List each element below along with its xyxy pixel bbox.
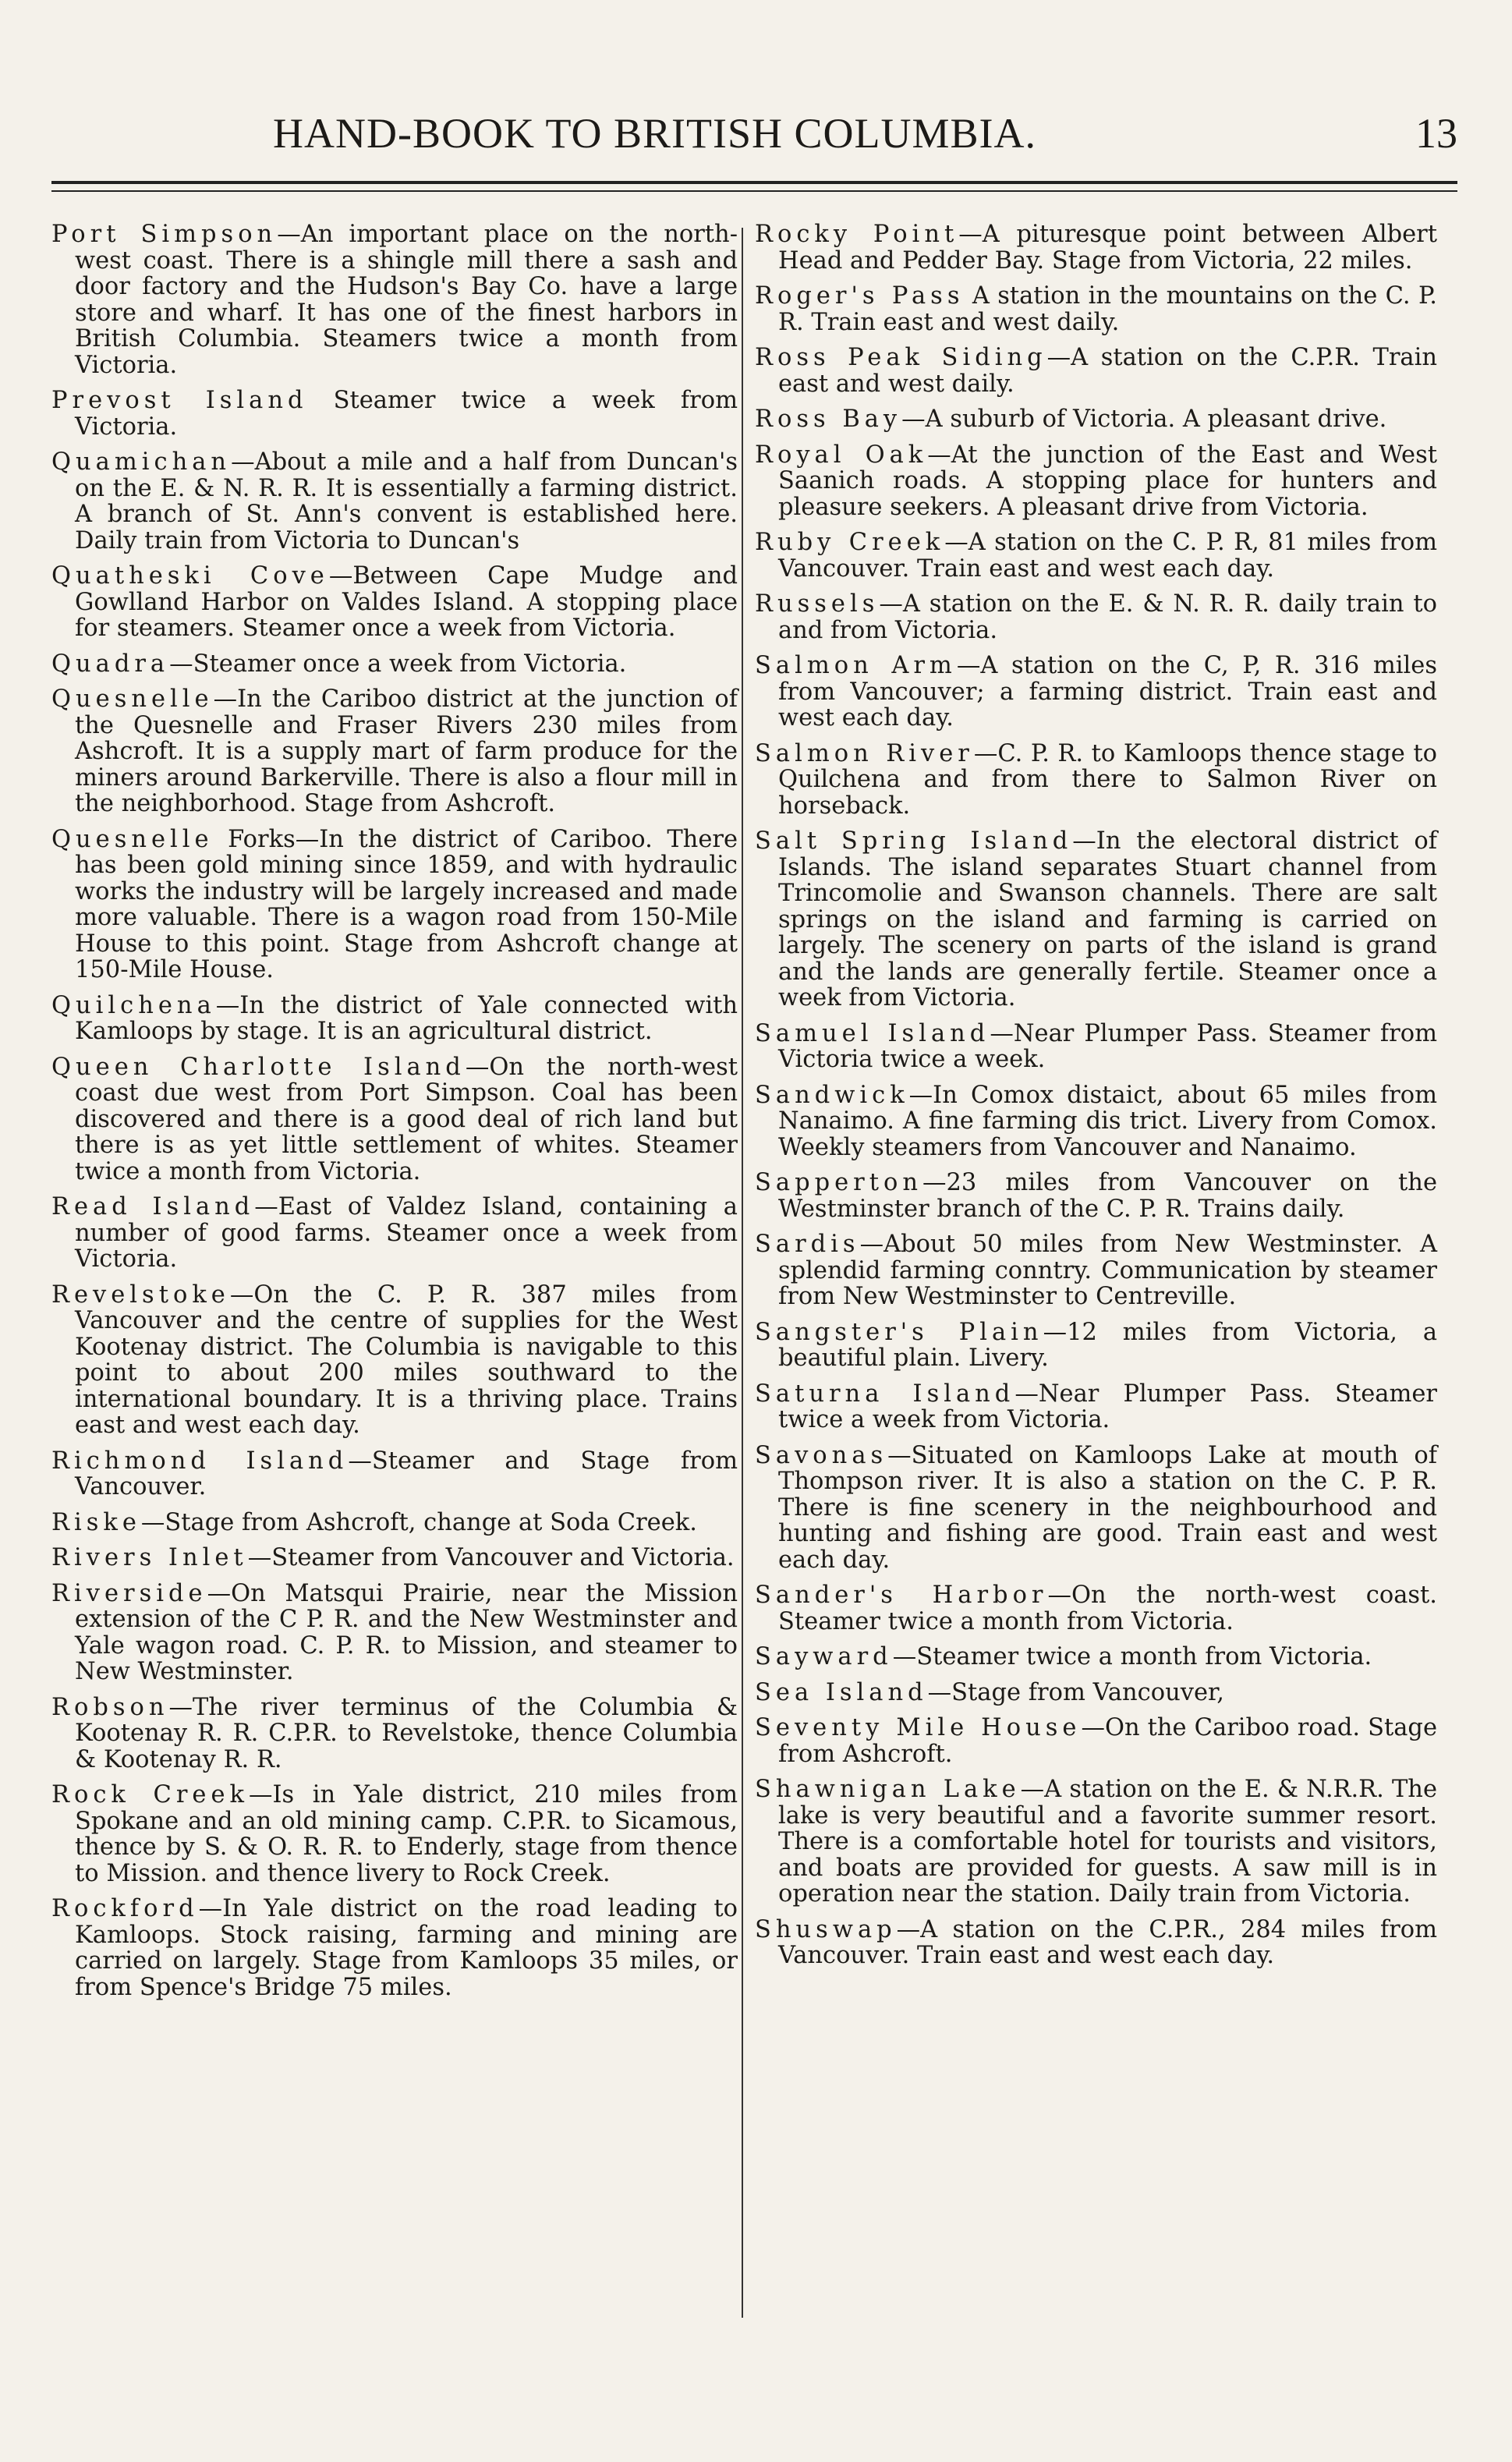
gazetteer-entry: [51, 1510, 738, 1536]
gazetteer-entry: [51, 563, 738, 642]
gazetteer-entry: [755, 1170, 1437, 1222]
entry-text: Forks—In the district of Cariboo. There has been gold mining since 1859, and with hydraulic works the industry will be largely increased and made more valuable. There is a wagon road from 150-Mile House to this point. Stage from Ashcroft change at 150-Mile House.: [75, 825, 738, 983]
gazetteer-entry: [755, 828, 1437, 1011]
entry-name: Rockford: [51, 1895, 199, 1922]
gazetteer-entry: [51, 1695, 738, 1773]
entry-name: Sangster's Plain: [755, 1318, 1043, 1346]
entry-text: —Steamer once a week from Victoria.: [169, 650, 627, 678]
entry-name: Robson: [51, 1693, 169, 1721]
entry-name: Samuel Island: [755, 1019, 990, 1047]
gazetteer-entry: [51, 1282, 738, 1439]
entry-text: —On Matsqui Prairie, near the Mission extension of the C P. R. and the New Westminster and Yale wagon road. C. P. R. to Mission, and steamer to New Westminster.: [75, 1579, 738, 1685]
gazetteer-entry: [755, 1582, 1437, 1635]
gazetteer-entry: [51, 1581, 738, 1685]
column-divider: [742, 228, 743, 2318]
gazetteer-entry: [755, 283, 1437, 335]
entry-name: Port Simpson: [51, 221, 278, 248]
entry-text: —An important place on the north-west coast. There is a shingle mill there a sash and door factory and the Hudson's Bay Co. have a large store and wharf. It has one of the finest harbors in British Columbia. Steamers twice a month from Victoria.: [75, 221, 738, 379]
entry-text: —A suburb of Victoria. A pleasant drive.: [901, 406, 1387, 433]
gazetteer-entry: [51, 449, 738, 554]
entry-text: —A station on the E. & N.R.R. The lake is very beautiful and a favorite summer resort. There is a comfortable hotel for tourists and visitors, and boats are provided for guests. A saw mill is in operation near the station. Daily train from Victoria.: [778, 1776, 1437, 1908]
header-rule-thin: [51, 190, 1457, 192]
gazetteer-entry: [755, 591, 1437, 643]
gazetteer-entry: [755, 653, 1437, 732]
gazetteer-entry: [51, 388, 738, 440]
entry-name: Ross Bay: [755, 406, 902, 433]
entry-name: Rocky Point: [755, 221, 959, 248]
gazetteer-entry: [755, 741, 1437, 820]
entry-text: —C. P. R. to Kamloops thence stage to Quilchena and from there to Salmon River on horseback.: [778, 739, 1437, 820]
entry-text: —A station on the C.P.R. Train east and west daily.: [778, 344, 1437, 398]
entry-name: Quatheski Cove: [51, 562, 329, 590]
gazetteer-entry: [755, 442, 1437, 521]
entry-name: Quilchena: [51, 991, 216, 1019]
entry-text: —East of Valdez Island, containing a number of good farms. Steamer once a week from Victoria.: [75, 1193, 738, 1273]
entry-name: Royal Oak: [755, 441, 928, 469]
entry-text: —Situated on Kamloops Lake at mouth of Thompson river. It is also a station on the C. P. R. There is fine scenery in the neighbourhood and hunting and fishing are good. Train east and west each day.: [778, 1441, 1437, 1574]
entry-name: Salmon Arm: [755, 652, 957, 679]
gazetteer-entry: [755, 1231, 1437, 1310]
entry-text: —Near Plumper Pass. Steamer from Victoria twice a week.: [778, 1019, 1438, 1073]
entry-text: —On the north-west coast. Steamer twice a month from Victoria.: [778, 1582, 1437, 1635]
entry-name: Riske: [51, 1508, 141, 1536]
entry-name: Salmon River: [755, 739, 974, 767]
entry-text: A station in the mountains on the C. P. R. Train east and west daily.: [778, 282, 1437, 336]
entry-text: —A pituresque point between Albert Head and Pedder Bay. Stage from Victoria, 22 miles.: [778, 221, 1437, 275]
entry-text: —About a mile and a half from Duncan's on the E. & N. R. R. It is essentially a farming district. A branch of St. Ann's convent is established here. Daily train from Victoria to Duncan's: [75, 448, 738, 554]
entry-text: —On the north-west coast due west from Port Simpson. Coal has been discovered and there is a good deal of rich land but there is as yet little settlement of whites. Steamer twice a month from Victoria.: [75, 1053, 738, 1185]
gazetteer-entry: [51, 827, 738, 983]
entry-name: Richmond Island: [51, 1447, 349, 1475]
entry-text: Steamer twice a week from Victoria.: [75, 387, 738, 441]
gazetteer-entry: [755, 1680, 1437, 1706]
gazetteer-entry: [51, 993, 738, 1045]
entry-text: —In the Cariboo district at the junction of the Quesnelle and Fraser Rivers 230 miles from Ashcroft. It is a supply mart of farm produce for the miners around Barkerville. There is also a flour mill in the neighborhood. Stage from Ashcroft.: [75, 685, 738, 817]
header-rule-thick: [51, 181, 1457, 184]
entry-text: —Steamer twice a month from Victoria.: [892, 1643, 1372, 1670]
gazetteer-entry: [755, 1715, 1437, 1767]
page-number: 13: [1415, 110, 1457, 157]
entry-text: —A station on the E. & N. R. R. daily train to and from Victoria.: [778, 590, 1437, 644]
entry-name: Russels: [755, 590, 880, 618]
entry-name: Sapperton: [755, 1169, 923, 1196]
gazetteer-entry: [755, 1777, 1437, 1908]
gazetteer-entry: [51, 1545, 738, 1571]
gazetteer-entry: [51, 1782, 738, 1886]
entry-name: Revelstoke: [51, 1281, 230, 1309]
entry-name: Quamichan: [51, 448, 232, 476]
gazetteer-entry: [755, 1021, 1437, 1073]
entry-name: Seventy Mile House: [755, 1714, 1082, 1741]
entry-name: Rock Creek: [51, 1781, 249, 1808]
entry-text: —Steamer and Stage from Vancouver.: [75, 1447, 738, 1500]
gazetteer-entry: [755, 1381, 1437, 1433]
entry-name: Sandwick: [755, 1081, 909, 1109]
entry-text: —On the Cariboo road. Stage from Ashcroft.: [778, 1714, 1437, 1768]
entry-name: Sea Island: [755, 1678, 928, 1706]
left-column: [51, 221, 738, 2010]
entry-text: —23 miles from Vancouver on the Westminster branch of the C. P. R. Trains daily.: [778, 1169, 1437, 1223]
entry-text: —In the electoral district of Islands. The island separates Stuart channel from Trincomolie and Swanson channels. There are salt springs on the island and farming is carried on largely. The scenery on parts of the island is grand and the lands are generally fertile. Steamer once a week from Victoria.: [778, 827, 1437, 1011]
entry-name: Sayward: [755, 1643, 893, 1670]
entry-text: —Stage from Vancouver,: [927, 1678, 1224, 1706]
gazetteer-entry: [51, 1194, 738, 1273]
gazetteer-entry: [755, 530, 1437, 582]
gazetteer-entry: [51, 221, 738, 378]
gazetteer-entry: [755, 345, 1437, 397]
entry-name: Roger's Pass: [755, 282, 965, 310]
entry-name: Riverside: [51, 1579, 207, 1607]
entry-name: Quadra: [51, 650, 170, 678]
entry-name: Prevost Island: [51, 387, 308, 414]
gazetteer-entry: [755, 1320, 1437, 1372]
gazetteer-entry: [755, 1644, 1437, 1670]
entry-name: Salt Spring Island: [755, 827, 1073, 855]
gazetteer-entry: [755, 221, 1437, 274]
gazetteer-entry: [755, 406, 1437, 433]
entry-name: Sardis: [755, 1231, 860, 1258]
gazetteer-entry: [755, 1082, 1437, 1161]
gazetteer-entry: [51, 1054, 738, 1185]
entry-text: —Is in Yale district, 210 miles from Spokane and an old mining camp. C.P.R. to Sicamous, thence by S. & O. R. R. to Enderly, stage from thence to Mission. and thence livery to Rock Creek.: [75, 1781, 738, 1887]
entry-text: —The river terminus of the Columbia & Kootenay R. R. C.P.R. to Revelstoke, thence Columbia & Kootenay R. R.: [75, 1693, 738, 1773]
entry-name: Shuswap: [755, 1915, 897, 1943]
entry-name: Ruby Creek: [755, 529, 945, 556]
entry-text: —In the district of Yale connected with Kamloops by stage. It is an agricultural district.: [75, 991, 738, 1045]
entry-name: Saturna Island: [755, 1380, 1015, 1408]
gazetteer-entry: [51, 1448, 738, 1500]
entry-name: Quesnelle: [51, 825, 214, 853]
running-title: HAND-BOOK TO BRITISH COLUMBIA.: [273, 110, 1037, 157]
entry-text: —In Comox distaict, about 65 miles from Nanaimo. A fine farming dis trict. Livery from Comox. Weekly steamers from Vancouver and Nanaimo.: [778, 1081, 1437, 1161]
entry-text: —A station on the C, P, R. 316 miles from Vancouver; a farming district. Train east and west each day.: [778, 652, 1437, 732]
entry-name: Quesnelle: [51, 685, 214, 713]
entry-name: Shawnigan Lake: [755, 1776, 1021, 1803]
entry-name: Ross Peak Siding: [755, 344, 1047, 371]
entry-name: Read Island: [51, 1193, 255, 1220]
right-column: [755, 221, 1437, 1978]
gazetteer-entry: [51, 1896, 738, 2000]
gazetteer-entry: [755, 1917, 1437, 1969]
entry-text: —Near Plumper Pass. Steamer twice a week from Victoria.: [778, 1380, 1437, 1433]
entry-text: —On the C. P. R. 387 miles from Vancouver and the centre of supplies for the West Kootenay district. The Columbia is navigable to this point to about 200 miles southward to the international boundary. It is a thriving place. Trains east and west each day.: [75, 1281, 738, 1439]
entry-text: —Between Cape Mudge and Gowlland Harbor on Valdes Island. A stopping place for steamers. Steamer once a week from Victoria.: [75, 562, 738, 642]
entry-name: Rivers Inlet: [51, 1544, 248, 1571]
entry-text: —Stage from Ashcroft, change at Soda Creek.: [140, 1508, 697, 1536]
gazetteer-entry: [755, 1443, 1437, 1574]
entry-text: —12 miles from Victoria, a beautiful plain. Livery.: [778, 1318, 1438, 1372]
entry-text: —Steamer from Vancouver and Victoria.: [247, 1544, 735, 1571]
entry-name: Savonas: [755, 1441, 888, 1469]
entry-text: —A station on the C.P.R., 284 miles from Vancouver. Train east and west each day.: [778, 1915, 1437, 1969]
gazetteer-entry: [51, 686, 738, 817]
entry-text: —In Yale district on the road leading to Kamloops. Stock raising, farming and mining are carried on largely. Stage from Kamloops 35 miles, or from Spence's Bridge 75 miles.: [75, 1895, 738, 2001]
entry-text: —At the junction of the East and West Saanich roads. A stopping place for hunters and pleasure seekers. A pleasant drive from Victoria.: [778, 441, 1437, 521]
gazetteer-entry: [51, 651, 738, 678]
entry-name: Sander's Harbor: [755, 1582, 1048, 1609]
entry-text: —About 50 miles from New Westminster. A splendid farming conntry. Communication by steamer from New Westminster to Centreville.: [778, 1231, 1437, 1310]
entry-name: Queen Charlotte Island: [51, 1053, 466, 1081]
entry-text: —A station on the C. P. R, 81 miles from Vancouver. Train east and west each day.: [778, 529, 1437, 583]
page-header: [47, 109, 1457, 172]
